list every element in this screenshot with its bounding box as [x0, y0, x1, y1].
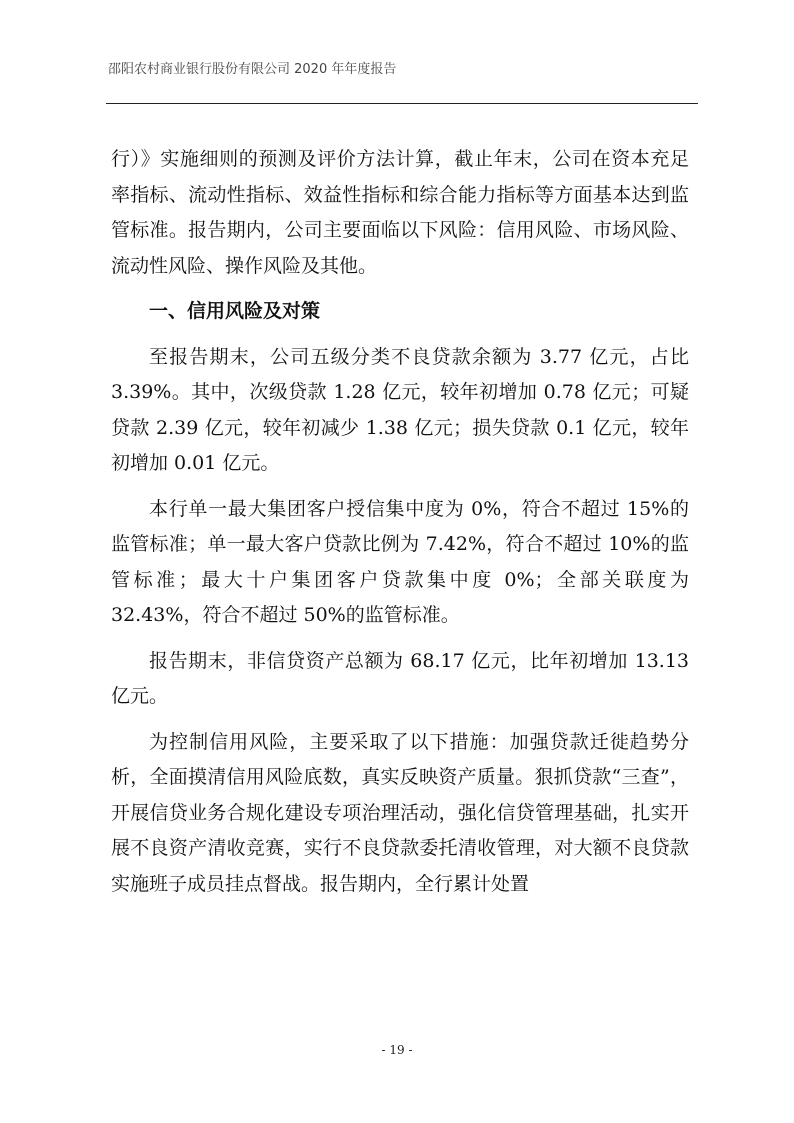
header-rule [106, 103, 698, 104]
section-heading: 一、信用风险及对策 [149, 300, 321, 322]
page-body [111, 142, 689, 912]
paragraph-measures: 为控制信用风险，主要采取了以下措施：加强贷款迁徙趋势分析，全面摸清信用风险底数，真实反映资产质量。狠抓贷款“三查”，开展信贷业务合规化建设专项治理活动，强化信贷管理基础，扎实开展不良资产清收竞赛，实行不良贷款委托清收管理，对大额不良贷款实施班子成员挂点督战。报告期内，全行累计处置 [111, 730, 689, 895]
running-header: 邵阳农村商业银行股份有限公司 2020 年年度报告 [108, 62, 397, 77]
paragraph-intro: 行）》实施细则的预测及评价方法计算，截止年末，公司在资本充足率指标、流动性指标、效益性指标和综合能力指标等方面基本达到监管标准。报告期内，公司主要面临以下风险：信用风险、市场风险、流动性风险、操作风险及其他。 [111, 148, 689, 277]
page-number: - 19 - [381, 1043, 413, 1057]
paragraph-nonperforming-loans: 至报告期末，公司五级分类不良贷款余额为 3.77 亿元，占比 3.39%。其中，次级贷款 1.28 亿元，较年初增加 0.78 亿元；可疑贷款 2.39 亿元，较年初减少 1.38 亿元；损失贷款 0.1 亿元，较年初增加 0.01 亿元。 [111, 345, 689, 474]
paragraph-non-credit-assets: 报告期末，非信贷资产总额为 68.17 亿元，比年初增加 13.13 亿元。 [111, 649, 689, 707]
paragraph-concentration: 本行单一最大集团客户授信集中度为 0%，符合不超过 15%的监管标准；单一最大客户贷款比例为 7.42%，符合不超过 10%的监管标准；最大十户集团客户贷款集中度 0%；全部关联度为 32.43%，符合不超过 50%的监管标准。 [111, 497, 689, 626]
